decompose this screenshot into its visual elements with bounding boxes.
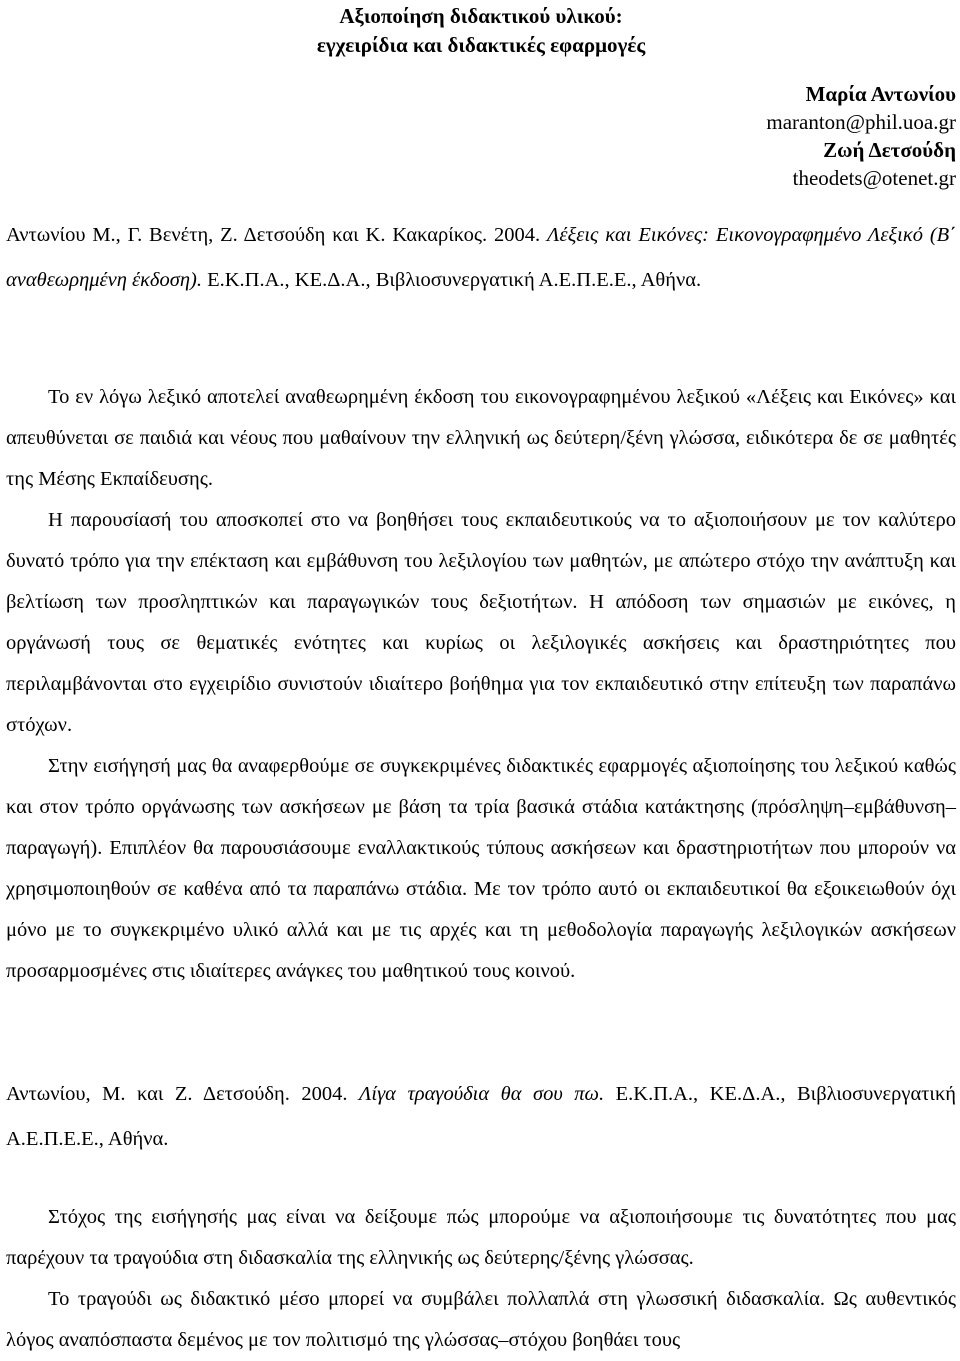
reference-publisher: Ε.Κ.Π.Α., ΚΕ.Δ.Α., Βιβλιοσυνεργατική Α.Ε.Π.Ε.Ε., Αθήνα.: [6, 1083, 956, 1150]
title-line-2: εγχειρίδια και διδακτικές εφαρμογές: [316, 33, 646, 57]
author-email: maranton@phil.uoa.gr: [766, 110, 956, 134]
reference-authors: Αντωνίου, Μ. και Ζ. Δετσούδη. 2004.: [6, 1083, 360, 1105]
author-name: Μαρία Αντωνίου: [805, 82, 956, 106]
reference-title: Λέξεις και Εικόνες:: [547, 224, 709, 246]
abstract-paragraph: Το τραγούδι ως διδακτικό μέσο μπορεί να συμβάλει πολλαπλά στη γλωσσική διδασκαλία. Ως αυθεντικός λόγος αναπόσπαστα δεμένος με τον πολιτισμό της γλώσσας–στόχου βοηθάει τους: [6, 1288, 956, 1351]
author-name: Ζωή Δετσούδη: [823, 138, 956, 162]
reference-title: Λίγα τραγούδια θα σου πω.: [359, 1083, 605, 1105]
reference-citation-1: [6, 213, 956, 303]
reference-authors: Αντωνίου Μ., Γ. Βενέτη, Ζ. Δετσούδη και Κ. Κακαρίκος. 2004.: [6, 224, 547, 246]
reference-citation-2: [6, 1072, 956, 1162]
abstract-paragraph: Η παρουσίασή του αποσκοπεί στο να βοηθήσει τους εκπαιδευτικούς να το αξιοποιήσουν με τον καλύτερο δυνατό τρόπο για την επέκταση και εμβάθυνση του λεξιλογίου των μαθητών, με απώτερο στόχο την ανάπτυξη και βελτίωση των προσληπτικών και παραγωγικών τους δεξιοτήτων. Η απόδοση των σημασιών με εικόνες, η οργάνωσή τους σε θεματικές ενότητες και κυρίως οι λεξιλογικές ασκήσεις και δραστηριότητες που περιλαμβάνονται στο εγχειρίδιο συνιστούν ιδιαίτερο βοήθημα για τον εκπαιδευτικό στην επίτευξη των παραπάνω στόχων.: [6, 509, 956, 736]
author-email: theodets@otenet.gr: [792, 166, 956, 190]
abstract-paragraph: Στην εισήγησή μας θα αναφερθούμε σε συγκεκριμένες διδακτικές εφαρμογές αξιοποίησης του λεξικού καθώς και στον τρόπο οργάνωσης των ασκήσεων με βάση τα τρία βασικά στάδια κατάκτησης (πρόσληψη–εμβάθυνση–παραγωγή). Επιπλέον θα παρουσιάσουμε εναλλακτικούς τύπους ασκήσεων και δραστηριοτήτων που μπορούν να χρησιμοποιηθούν σε καθένα από τα παραπάνω στάδια. Με τον τρόπο αυτό οι εκπαιδευτικοί θα εξοικειωθούν όχι μόνο με το συγκεκριμένο υλικό αλλά και με τις αρχές και τη μεθοδολογία παραγωγής λεξιλογικών ασκήσεων προσαρμοσμένες στις ιδιαίτερες ανάγκες του μαθητικού τους κοινού.: [6, 755, 956, 982]
reference-publisher: Ε.Κ.Π.Α., ΚΕ.Δ.Α., Βιβλιοσυνεργατική Α.Ε.Π.Ε.Ε., Αθήνα.: [201, 269, 702, 291]
author-block: [356, 80, 956, 192]
reference-subtitle: Εικονογραφημένο Λεξικό (Β΄ αναθεωρημένη έκδοση).: [6, 224, 956, 291]
page-title: [6, 2, 956, 60]
abstract-paragraph: Στόχος της εισήγησής μας είναι να δείξουμε πώς μπορούμε να αξιοποιήσουμε τις δυνατότητες που μας παρέχουν τα τραγούδια στη διδασκαλία της ελληνικής ως δεύτερης/ξένης γλώσσας.: [6, 1206, 956, 1269]
title-line-1: Αξιοποίηση διδακτικού υλικού:: [339, 4, 623, 28]
abstract-paragraph: Το εν λόγω λεξικό αποτελεί αναθεωρημένη έκδοση του εικονογραφημένου λεξικού «Λέξεις και Εικόνες» και απευθύνεται σε παιδιά και νέους που μαθαίνουν την ελληνική ως δεύτερη/ξένη γλώσσα, ειδικότερα δε σε μαθητές της Μέσης Εκπαίδευσης.: [6, 386, 956, 490]
